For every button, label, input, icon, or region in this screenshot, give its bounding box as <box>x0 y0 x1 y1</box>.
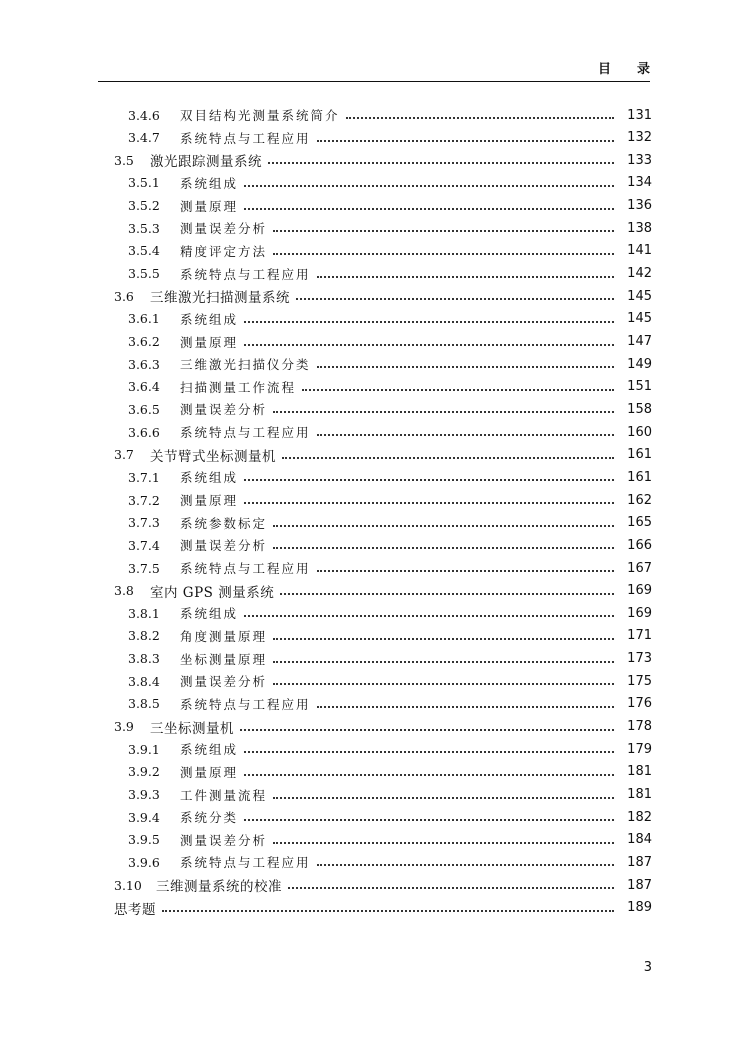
dot-leader <box>273 683 614 685</box>
toc-entry-title: 三维激光扫描测量系统 <box>150 290 290 307</box>
header-title: 目录 <box>597 62 676 77</box>
toc-entry-title: 测量原理 <box>180 493 239 509</box>
toc-entry-title: 三维测量系统的校准 <box>156 879 282 896</box>
toc-entry-page: 133 <box>627 152 652 168</box>
toc-entry-page: 179 <box>627 741 652 757</box>
toc-entry-number: 3.10 <box>114 877 142 893</box>
dot-leader <box>317 570 614 572</box>
toc-entry-title: 系统特点与工程应用 <box>180 561 311 576</box>
toc-entry-number: 3.9.3 <box>128 787 160 802</box>
toc-entry-title: 系统分类 <box>180 810 239 826</box>
toc-entry-number: 3.9.6 <box>128 854 160 870</box>
dot-leader <box>288 887 614 889</box>
dot-leader <box>346 117 614 119</box>
toc-entry-title: 系统特点与工程应用 <box>180 855 311 871</box>
toc-entry-title: 角度测量原理 <box>180 628 268 644</box>
toc-entry[interactable] <box>0 874 750 896</box>
toc-entry-number: 3.5.2 <box>128 198 160 214</box>
toc-entry[interactable] <box>0 398 750 420</box>
toc-entry-title: 系统特点与工程应用 <box>180 696 311 712</box>
toc-entry-title: 扫描测量工作流程 <box>180 379 297 395</box>
toc-entry-page: 171 <box>627 628 652 644</box>
dot-leader <box>273 661 614 663</box>
toc-entry-number: 3.7.1 <box>128 469 160 485</box>
toc-entry-page: 165 <box>627 515 652 531</box>
toc-entry-page: 187 <box>627 854 652 870</box>
dot-leader <box>317 706 614 708</box>
toc-entry-title: 系统组成 <box>180 175 239 191</box>
header-rule <box>98 81 650 82</box>
dot-leader <box>240 729 614 731</box>
toc-entry[interactable] <box>0 534 750 556</box>
toc-entry-page: 166 <box>627 537 652 553</box>
toc-entry-page: 181 <box>627 764 652 780</box>
toc-entry[interactable] <box>0 240 750 262</box>
dot-leader <box>273 525 614 527</box>
toc-entry[interactable] <box>0 851 750 873</box>
toc-entry[interactable] <box>0 761 750 783</box>
toc-entry-number: 3.8.1 <box>128 605 160 621</box>
toc-entry-page: 134 <box>627 175 652 191</box>
dot-leader <box>244 185 614 187</box>
toc-entry-title: 室内 GPS 测量系统 <box>150 584 275 601</box>
toc-entry-page: 136 <box>627 198 652 214</box>
toc-entry[interactable] <box>0 829 750 851</box>
toc-entry-number: 3.5.1 <box>128 175 160 191</box>
toc-entry[interactable] <box>0 285 750 307</box>
dot-leader <box>273 842 614 844</box>
toc-entry[interactable] <box>0 693 750 715</box>
toc-entry-number: 3.8.2 <box>128 628 160 644</box>
dot-leader <box>317 276 614 278</box>
toc-entry[interactable] <box>0 716 750 738</box>
toc-entry[interactable] <box>0 353 750 375</box>
toc-entry-page: 178 <box>627 719 652 735</box>
toc-entry[interactable] <box>0 784 750 806</box>
toc-entry-page: 189 <box>627 900 652 916</box>
toc-entry[interactable] <box>0 195 750 217</box>
toc-entry-number: 3.6.1 <box>128 311 160 327</box>
toc-entry-number: 3.6.2 <box>128 334 160 349</box>
toc-entry-number: 3.9.2 <box>128 764 160 780</box>
dot-leader <box>317 366 614 368</box>
toc-entry-number: 3.4.6 <box>128 107 160 123</box>
toc-entry-page: 187 <box>627 877 652 893</box>
toc-entry-title: 测量原理 <box>180 334 239 350</box>
toc-entry[interactable] <box>0 489 750 511</box>
toc-entry-page: 138 <box>627 220 652 236</box>
dot-leader <box>162 910 614 912</box>
dot-leader <box>317 434 614 436</box>
toc-entry-title: 坐标测量原理 <box>180 651 268 667</box>
toc-entry-number: 3.6.6 <box>128 424 160 440</box>
dot-leader <box>244 321 614 323</box>
toc-entry-title: 系统组成 <box>180 606 239 622</box>
toc-entry-title: 三坐标测量机 <box>150 720 234 737</box>
toc-entry-page: 173 <box>627 651 652 667</box>
toc-entry-number: 3.8.3 <box>128 651 160 667</box>
dot-leader <box>244 479 614 481</box>
toc-entry-page: 176 <box>627 696 652 712</box>
toc-entry-title: 三维激光扫描仪分类 <box>180 357 311 373</box>
toc-entry[interactable] <box>0 149 750 171</box>
toc-entry-page: 162 <box>627 492 652 508</box>
dot-leader <box>273 411 614 413</box>
toc-entry-page: 175 <box>627 673 652 689</box>
dot-leader <box>244 751 614 753</box>
toc-entry-title: 测量误差分析 <box>180 674 268 690</box>
toc-entry[interactable] <box>0 444 750 466</box>
toc-entry-number: 3.4.7 <box>128 130 160 146</box>
toc-entry-title: 系统特点与工程应用 <box>180 425 311 441</box>
dot-leader <box>244 208 614 210</box>
toc-entry-number: 3.9.5 <box>128 832 160 848</box>
toc-entry-title: 关节臂式坐标测量机 <box>150 448 276 465</box>
toc-entry-page: 160 <box>627 424 652 440</box>
toc-entry-number: 3.7.4 <box>128 537 160 553</box>
dot-leader <box>244 344 614 346</box>
dot-leader <box>273 230 614 232</box>
page-number: 3 <box>643 960 652 975</box>
toc-entry-number: 3.5.3 <box>128 220 160 236</box>
toc-entry[interactable] <box>0 172 750 194</box>
toc-entry-title: 测量误差分析 <box>180 832 268 848</box>
toc-entry-page: 142 <box>627 266 652 282</box>
toc-entry-number: 3.6.3 <box>128 356 160 372</box>
toc-entry[interactable] <box>0 421 750 443</box>
dot-leader <box>296 298 614 300</box>
toc-entry-title: 系统参数标定 <box>180 515 268 531</box>
toc-entry[interactable] <box>0 738 750 760</box>
toc-entry-number: 3.7 <box>114 447 134 463</box>
dot-leader <box>273 638 614 640</box>
toc-entry-number: 3.5 <box>114 152 134 168</box>
toc-entry[interactable] <box>0 557 750 579</box>
toc-entry-page: 151 <box>627 379 652 395</box>
toc-entry-title: 系统组成 <box>180 470 239 486</box>
toc-entry-title: 精度评定方法 <box>180 243 268 259</box>
toc-entry-page: 145 <box>627 288 652 304</box>
toc-entry-number: 3.7.5 <box>128 560 160 576</box>
toc-entry-page: 169 <box>627 605 652 621</box>
running-header <box>98 58 676 80</box>
toc-entry[interactable] <box>0 670 750 692</box>
toc-entry-title: 双目结构光测量系统简介 <box>180 108 340 123</box>
toc-entry-page: 167 <box>627 560 652 576</box>
toc-entry-page: 131 <box>627 107 652 123</box>
toc-entry-page: 161 <box>627 447 652 463</box>
toc-entry[interactable] <box>0 897 750 919</box>
toc-entry[interactable] <box>0 648 750 670</box>
toc-entry-title: 工件测量流程 <box>180 787 268 803</box>
toc-entry-page: 132 <box>627 130 652 146</box>
dot-leader <box>244 502 614 504</box>
toc-entry-number: 3.9 <box>114 719 134 735</box>
toc-entry-title: 系统组成 <box>180 311 239 327</box>
toc-entry-page: 149 <box>627 356 652 372</box>
toc-entry-number: 3.6 <box>114 288 134 304</box>
toc-entry-title: 测量原理 <box>180 764 239 780</box>
toc-entry-number: 3.7.3 <box>128 515 160 531</box>
toc-entry-title: 思考题 <box>114 901 156 918</box>
toc-entry[interactable] <box>0 127 750 149</box>
toc-entry-page: 169 <box>627 583 652 599</box>
toc-entry-number: 3.8.4 <box>128 673 160 689</box>
toc-entry[interactable] <box>0 602 750 624</box>
toc-entry-title: 测量误差分析 <box>180 402 268 418</box>
toc-entry-title: 系统特点与工程应用 <box>180 130 311 146</box>
toc-entry-title: 激光跟踪测量系统 <box>150 154 262 171</box>
toc-entry-title: 系统组成 <box>180 742 239 758</box>
toc-entry[interactable] <box>0 217 750 239</box>
toc-entry[interactable] <box>0 580 750 602</box>
toc-entry-page: 184 <box>627 832 652 848</box>
toc-entry[interactable] <box>0 512 750 534</box>
toc-entry-number: 3.8.5 <box>128 696 160 712</box>
toc-entry-number: 3.5.4 <box>128 243 160 259</box>
toc-entry-page: 161 <box>627 469 652 485</box>
dot-leader <box>273 253 614 255</box>
toc-entry-number: 3.6.5 <box>128 401 160 417</box>
dot-leader <box>273 797 614 799</box>
toc-entry-page: 145 <box>627 311 652 327</box>
toc-entry-number: 3.6.4 <box>128 379 160 395</box>
toc-entry-number: 3.8 <box>114 583 134 599</box>
dot-leader <box>302 389 614 391</box>
toc-entry[interactable] <box>0 376 750 398</box>
dot-leader <box>244 615 614 617</box>
toc-entry[interactable] <box>0 308 750 330</box>
toc-entry-page: 181 <box>627 787 652 802</box>
dot-leader <box>280 593 614 595</box>
dot-leader <box>273 547 614 549</box>
toc-entry-number: 3.9.1 <box>128 741 160 757</box>
toc-entry-page: 141 <box>627 243 652 259</box>
toc-entry-title: 测量误差分析 <box>180 221 268 237</box>
dot-leader <box>244 819 614 821</box>
dot-leader <box>317 864 614 866</box>
dot-leader <box>317 140 614 142</box>
toc-entry-title: 测量误差分析 <box>180 538 268 554</box>
toc-entry[interactable] <box>0 104 750 126</box>
toc-entry[interactable] <box>0 263 750 285</box>
toc-entry-page: 147 <box>627 334 652 349</box>
toc-entry[interactable] <box>0 331 750 353</box>
toc-entry[interactable] <box>0 625 750 647</box>
dot-leader <box>244 774 614 776</box>
toc-entry-number: 3.5.5 <box>128 266 160 282</box>
toc-entry-title: 测量原理 <box>180 198 239 214</box>
toc-entry[interactable] <box>0 466 750 488</box>
toc-entry-number: 3.7.2 <box>128 492 160 508</box>
toc-entry-page: 158 <box>627 401 652 417</box>
dot-leader <box>282 457 614 459</box>
toc-entry[interactable] <box>0 806 750 828</box>
dot-leader <box>268 162 614 164</box>
toc-entry-title: 系统特点与工程应用 <box>180 266 311 282</box>
toc-entry-number: 3.9.4 <box>128 809 160 825</box>
toc-entry-page: 182 <box>627 809 652 825</box>
